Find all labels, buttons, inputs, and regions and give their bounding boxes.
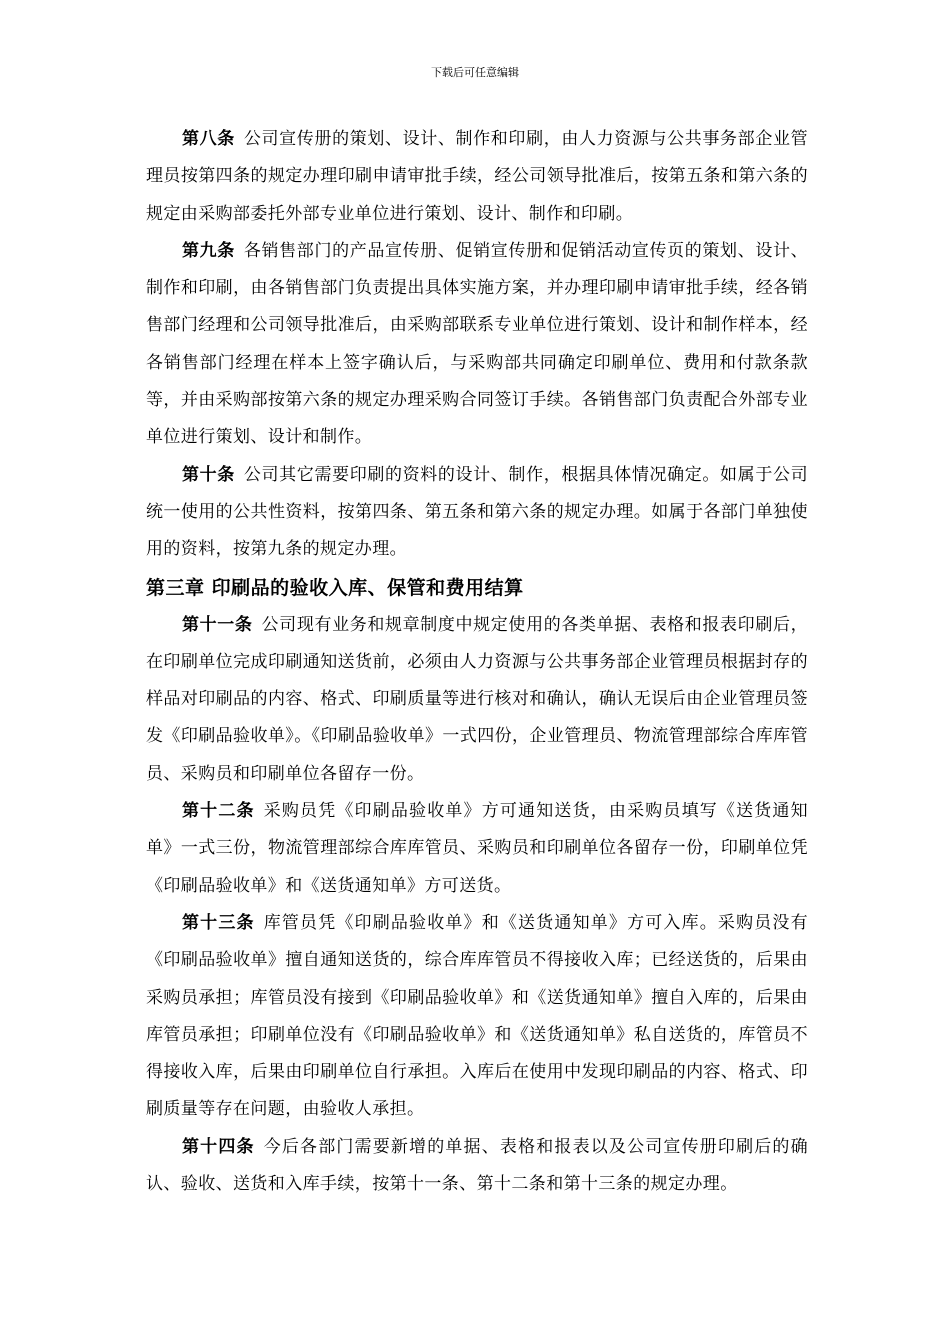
article-text: 库管员凭《印刷品验收单》和《送货通知单》方可入库。采购员没有《印刷品验收单》擅自通知送货的，综合库库管员不得接收入库；已经送货的，后果由采购员承担；库管员没有接到《印刷品验收单》和《送货通知单》擅自入库的，后果由库管员承担；印刷单位没有《印刷品验收单》和《送货通知单》私自送货的，库管员不得接收入库，后果由印刷单位自行承担。入库后在使用中发现印刷品的内容、格式、印刷质量等存在问题，由验收人承担。 xyxy=(146,912,808,1120)
article-9 xyxy=(146,233,808,457)
page-header-note: 下载后可任意编辑 xyxy=(431,66,519,79)
article-11 xyxy=(146,607,808,793)
article-text: 公司现有业务和规章制度中规定使用的各类单据、表格和报表印刷后，在印刷单位完成印刷通知送货前，必须由人力资源与公共事务部企业管理员根据封存的样品对印刷品的内容、格式、印刷质量等进行核对和确认，确认无误后由企业管理员签发《印刷品验收单》。《印刷品验收单》一式四份，企业管理员、物流管理部综合库库管员、采购员和印刷单位各留存一份。 xyxy=(146,614,808,784)
article-text: 各销售部门的产品宣传册、促销宣传册和促销活动宣传页的策划、设计、制作和印刷，由各销售部门负责提出具体实施方案，并办理印刷申请审批手续，经各销售部门经理和公司领导批准后，由采购部联系专业单位进行策划、设计和制作样本，经各销售部门经理在样本上签字确认后，与采购部共同确定印刷单位、费用和付款条款等，并由采购部按第六条的规定办理采购合同签订手续。各销售部门负责配合外部专业单位进行策划、设计和制作。 xyxy=(146,240,808,448)
article-text: 采购员凭《印刷品验收单》方可通知送货，由采购员填写《送货通知单》一式三份，物流管理部综合库库管员、采购员和印刷单位各留存一份，印刷单位凭《印刷品验收单》和《送货通知单》方可送货。 xyxy=(146,801,808,896)
chapter-heading: 第三章 印刷品的验收入库、保管和费用结算 xyxy=(146,576,524,599)
article-text: 今后各部门需要新增的单据、表格和报表以及公司宣传册印刷后的确认、验收、送货和入库手续，按第十一条、第十二条和第十三条的规定办理。 xyxy=(146,1136,808,1195)
article-label: 第八条 xyxy=(182,129,235,149)
article-10 xyxy=(146,457,808,569)
article-text: 公司其它需要印刷的资料的设计、制作，根据具体情况确定。如属于公司统一使用的公共性资料，按第四条、第五条和第六条的规定办理。如属于各部门单独使用的资料，按第九条的规定办理。 xyxy=(146,464,808,560)
article-13 xyxy=(146,905,808,1129)
article-12 xyxy=(146,793,808,905)
article-label: 第十四条 xyxy=(182,1136,255,1157)
article-8 xyxy=(146,121,808,233)
article-text: 公司宣传册的策划、设计、制作和印刷，由人力资源与公共事务部企业管理员按第四条的规定办理印刷申请审批手续，经公司领导批准后，按第五条和第六条的规定由采购部委托外部专业单位进行策划、设计、制作和印刷。 xyxy=(146,129,808,224)
document-body xyxy=(146,121,808,1203)
article-label: 第十条 xyxy=(182,464,235,485)
article-label: 第十一条 xyxy=(182,614,253,635)
article-label: 第九条 xyxy=(182,240,235,261)
article-label: 第十三条 xyxy=(182,912,255,933)
article-14 xyxy=(146,1129,808,1204)
article-label: 第十二条 xyxy=(182,801,255,822)
